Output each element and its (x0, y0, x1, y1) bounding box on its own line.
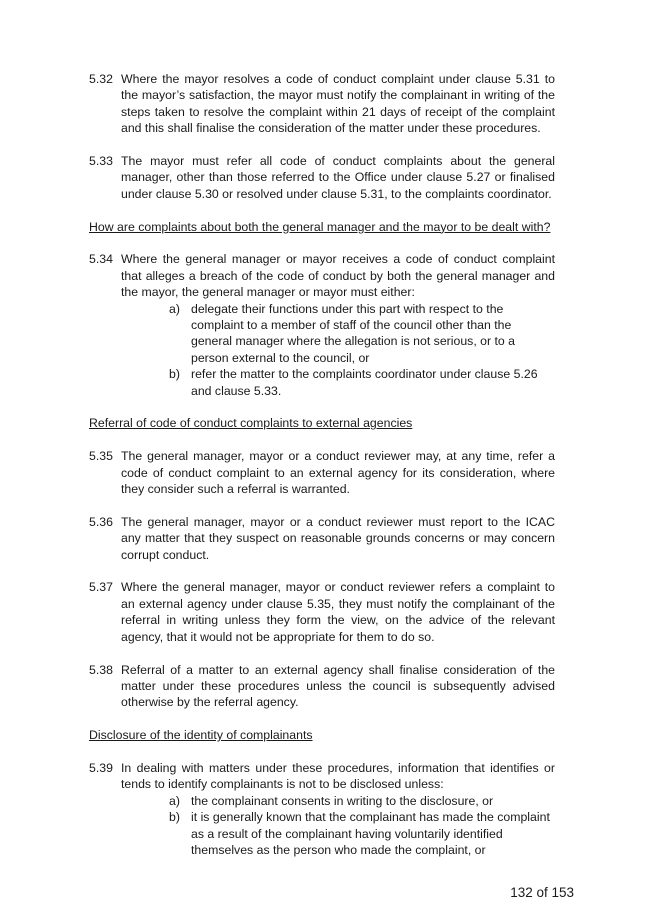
clause-number: 5.33 (89, 154, 113, 169)
clause-5-39-list (89, 793, 555, 859)
clause-5-34 (89, 251, 555, 300)
clause-number: 5.36 (89, 514, 113, 529)
list-letter: a) (169, 301, 180, 316)
clause-5-33 (89, 153, 555, 202)
clause-5-35 (89, 448, 555, 497)
clause-text: The general manager, mayor or a conduct reviewer may, at any time, refer a code of conduct complaint to an external agency for its consideration, where they consider such a referral is warranted. (121, 449, 555, 497)
clause-text: Where the general manager or mayor receives a code of conduct complaint that alleges a breach of the code of conduct by both the general manager and the mayor, the general manager or mayor must either: (121, 252, 555, 300)
clause-text: In dealing with matters under these procedures, information that identifies or tends to identify complainants is not to be disclosed unless: (121, 760, 555, 792)
list-item (169, 366, 555, 399)
clause-5-38 (89, 662, 555, 711)
section-heading-disclosure: Disclosure of the identity of complainants (89, 728, 313, 743)
clause-number: 5.39 (89, 760, 113, 775)
clause-text: The mayor must refer all code of conduct complaints about the general manager, other than those referred to the Office under clause 5.27 or finalised under clause 5.30 or resolved under clause 5.31, to the complaints coordinator. (121, 154, 555, 201)
clause-text: Referral of a matter to an external agency shall finalise consideration of the matter under these procedures unless the council is subsequently advised otherwise by the referral agency. (121, 662, 555, 710)
clause-5-39 (89, 760, 555, 793)
clause-text: Where the mayor resolves a code of conduct complaint under clause 5.31 to the mayor’s satisfaction, the mayor must notify the complainant in writing of the steps taken to resolve the complaint within 21 days of receipt of the complaint and this shall finalise the consideration of the matter under these procedures. (121, 72, 555, 136)
clause-text: The general manager, mayor or a conduct reviewer must report to the ICAC any matter that they suspect on reasonable grounds concerns or may concern corrupt conduct. (121, 514, 555, 562)
clause-number: 5.32 (89, 72, 113, 86)
clause-5-32 (89, 71, 555, 137)
list-text: refer the matter to the complaints coordinator under clause 5.26 and clause 5.33. (191, 367, 538, 398)
clause-number: 5.37 (89, 580, 113, 595)
list-item (169, 301, 555, 367)
clause-5-37 (89, 579, 555, 645)
clause-5-36 (89, 514, 555, 563)
list-item (169, 809, 555, 858)
page-number: 132 of 153 (510, 885, 574, 900)
list-item (169, 793, 555, 809)
list-letter: a) (169, 793, 180, 808)
list-text: delegate their functions under this part with respect to the complaint to a member of staff of the council other than the general manager where the allegation is not serious, or to a person external to the council, or (191, 301, 516, 365)
list-letter: b) (169, 367, 180, 382)
clause-text: Where the general manager, mayor or conduct reviewer refers a complaint to an external agency under clause 5.35, they must notify the complainant of the referral in writing unless they form the view, on the advice of the relevant agency, that it would not be appropriate for them to do so. (121, 580, 555, 644)
clause-number: 5.38 (89, 662, 113, 677)
list-text: the complainant consents in writing to the disclosure, or (191, 793, 494, 808)
clause-number: 5.34 (89, 252, 113, 267)
list-text: it is generally known that the complainant has made the complaint as a result of the complainant having voluntarily identified themselves as the person who made the complaint, or (191, 810, 550, 857)
section-heading-both: How are complaints about both the general manager and the mayor to be dealt with? (89, 219, 551, 234)
section-heading-referral: Referral of code of conduct complaints to external agencies (89, 416, 413, 431)
clause-5-34-list (89, 301, 555, 399)
list-letter: b) (169, 810, 180, 825)
clause-number: 5.35 (89, 449, 113, 464)
